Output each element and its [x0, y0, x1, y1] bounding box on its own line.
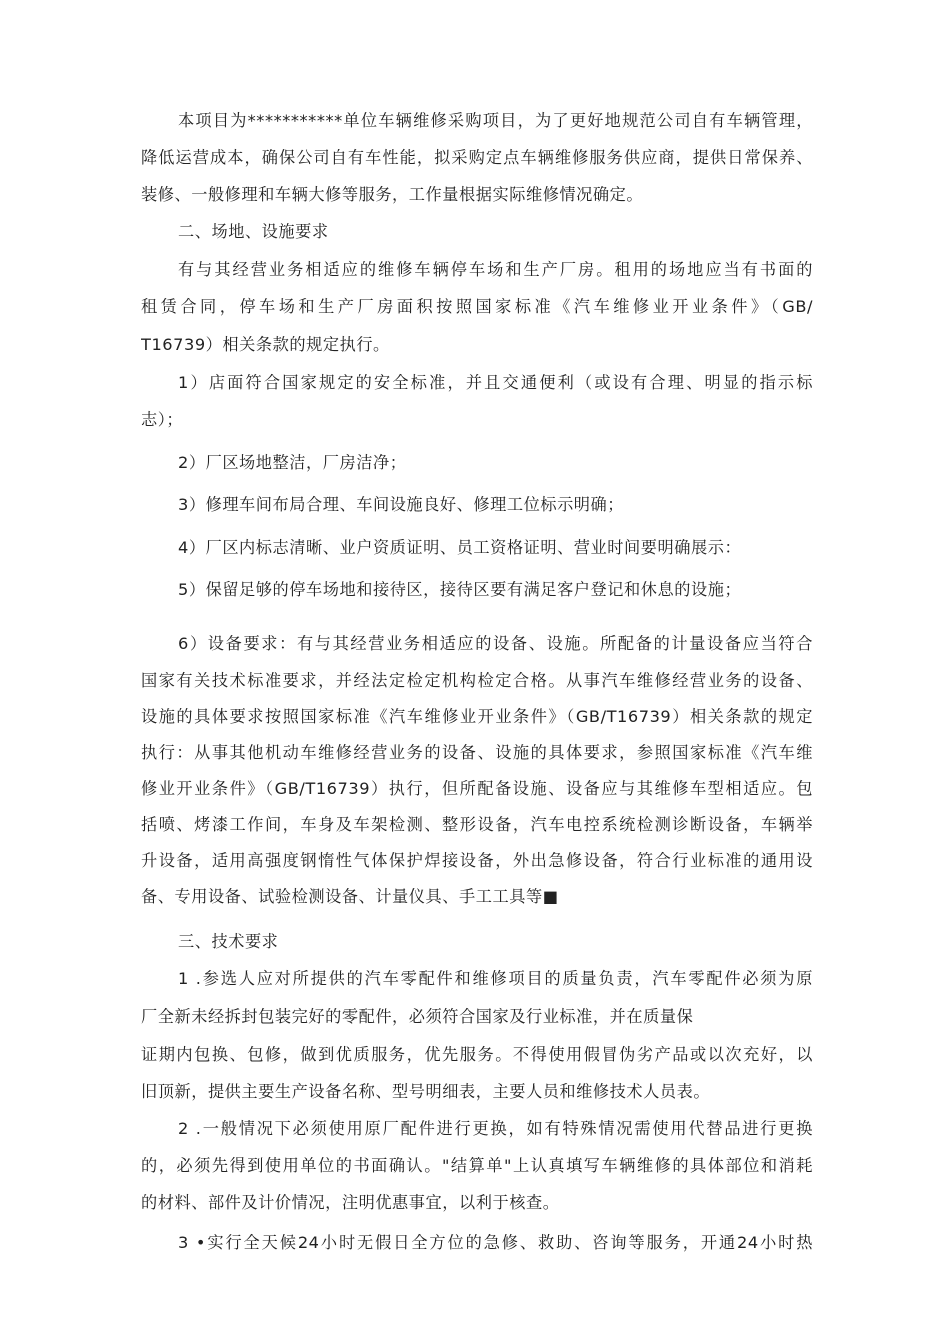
paragraph-line: 证期内包换、包修，做到优质服务，优先服务。不得使用假冒伪劣产品或以次充好，以 — [141, 1045, 813, 1064]
paragraph-line: 装修、一般修理和车辆大修等服务，工作量根据实际维修情况确定。 — [141, 185, 644, 204]
list-item: 5）保留足够的停车场地和接待区，接待区要有满足客户登记和休息的设施； — [178, 580, 742, 599]
paragraph-line: 国家有关技术标准要求，并经法定检定机构检定合格。从事汽车维修经营业务的设备、 — [141, 671, 813, 690]
list-item: 1）店面符合国家规定的安全标准，并且交通便利（或设有合理、明显的指示标 — [178, 373, 813, 392]
list-item: 2）厂区场地整洁，厂房洁净； — [178, 453, 407, 472]
paragraph-line: 括喷、烤漆工作间，车身及车架检测、整形设备，汽车电控系统检测诊断设备，车辆举 — [141, 815, 813, 834]
section-heading: 二、场地、设施要求 — [178, 222, 329, 241]
list-item: 6）设备要求：有与其经营业务相适应的设备、设施。所配备的计量设备应当符合 — [178, 634, 813, 653]
paragraph-line: 厂全新未经拆封包装完好的零配件，必须符合国家及行业标准，并在质量保 — [141, 1007, 694, 1026]
paragraph-line: T16739）相关条款的规定执行。 — [141, 335, 390, 354]
list-item: 3）修理车间布局合理、车间设施良好、修理工位标示明确； — [178, 495, 625, 514]
numbered-item: 3 •实行全天候24小时无假日全方位的急修、救助、咨询等服务，开通24小时热 — [178, 1233, 813, 1252]
list-item: 4）厂区内标志清晰、业户资质证明、员工资格证明、营业时间要明确展示： — [178, 538, 742, 557]
section-heading: 三、技术要求 — [178, 932, 279, 951]
numbered-item: 1 .参选人应对所提供的汽车零配件和维修项目的质量负责，汽车零配件必须为原 — [178, 969, 813, 988]
paragraph-line: 降低运营成本，确保公司自有车性能，拟采购定点车辆维修服务供应商，提供日常保养、 — [141, 148, 813, 167]
paragraph-line: 升设备，适用高强度钢惰性气体保护焊接设备，外出急修设备，符合行业标准的通用设 — [141, 851, 813, 870]
paragraph-line: 有与其经营业务相适应的维修车辆停车场和生产厂房。租用的场地应当有书面的 — [178, 260, 813, 279]
list-item-continuation: 志）； — [141, 410, 184, 429]
paragraph-line: 旧顶新，提供主要生产设备名称、型号明细表，主要人员和维修技术人员表。 — [141, 1082, 711, 1101]
paragraph-line: 设施的具体要求按照国家标准《汽车维修业开业条件》（GB/T16739）相关条款的规定 — [141, 707, 813, 726]
paragraph-line: 租赁合同，停车场和生产厂房面积按照国家标准《汽车维修业开业条件》（GB/ — [141, 297, 813, 316]
paragraph-line: 执行：从事其他机动车维修经营业务的设备、设施的具体要求，参照国家标准《汽车维 — [141, 743, 813, 762]
paragraph-line: 备、专用设备、试验检测设备、计量仪具、手工工具等■ — [141, 887, 559, 906]
paragraph-line: 本项目为***********单位车辆维修采购项目，为了更好地规范公司自有车辆管理， — [178, 111, 813, 130]
paragraph-line: 修业开业条件》（GB/T16739）执行，但所配备设施、设备应与其维修车型相适应。包 — [141, 779, 813, 798]
paragraph-line: 的材料、部件及计价情况，注明优惠事宜，以利于核查。 — [141, 1193, 560, 1212]
numbered-item: 2 .一般情况下必须使用原厂配件进行更换，如有特殊情况需使用代替品进行更换 — [178, 1119, 813, 1138]
paragraph-line: 的，必须先得到使用单位的书面确认。"结算单"上认真填写车辆维修的具体部位和消耗 — [141, 1156, 813, 1175]
